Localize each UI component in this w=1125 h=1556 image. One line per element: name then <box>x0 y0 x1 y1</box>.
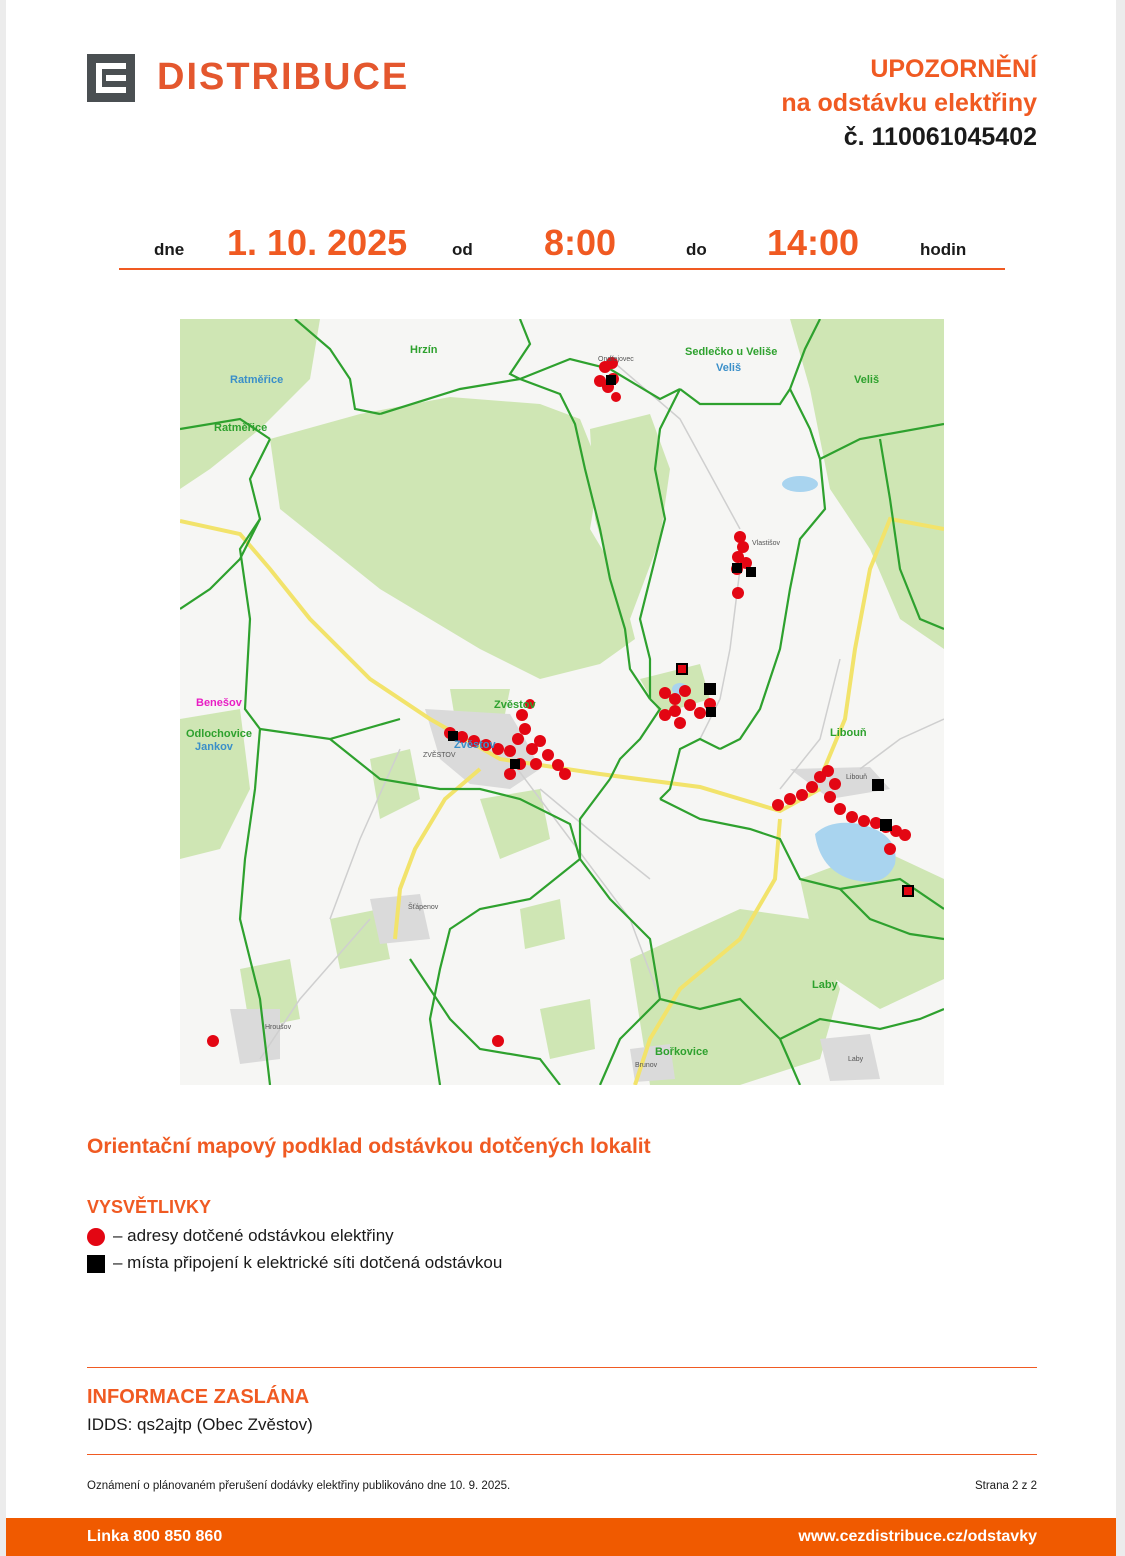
map-label-laby: Laby <box>812 979 838 991</box>
outage-date: 1. 10. 2025 <box>227 222 408 263</box>
legend-address-text: – adresy dotčené odstávkou elektřiny <box>113 1226 394 1245</box>
divider-top <box>87 1367 1037 1368</box>
map-label-jankov: Jankov <box>195 741 233 753</box>
cez-logo <box>87 54 135 102</box>
notice-title <box>781 52 1037 154</box>
map-label-velis-blue: Veliš <box>716 362 742 374</box>
cez-e-icon <box>96 63 126 93</box>
time-to: 14:00 <box>767 222 860 263</box>
page-number: Strana 2 z 2 <box>974 1480 1037 1492</box>
notice-title-line2: na odstávku elektřiny <box>781 89 1037 117</box>
label-from: od <box>452 240 473 259</box>
map-label-zvestov: Zvěstov <box>494 699 536 711</box>
map-label-laby-small: Laby <box>848 1056 864 1063</box>
publication-note: Oznámení o plánovaném přerušení dodávky elektřiny publikováno dne 10. 9. 2025. <box>87 1480 511 1492</box>
map-label-libouň: Libouň <box>830 727 867 739</box>
legend-title: VYSVĚTLIVKY <box>87 1197 212 1217</box>
black-square-icon <box>87 1255 105 1273</box>
map-label-brunov: Brunov <box>635 1062 658 1069</box>
legend-address <box>87 1226 394 1246</box>
map-label-zvestov-caps: ZVĚSTOV <box>423 752 456 759</box>
map-label-sedlecko: Sedlečko u Veliše <box>685 346 778 358</box>
map-label-benesov: Benešov <box>196 697 242 709</box>
schedule-line <box>119 218 1005 270</box>
label-hours: hodin <box>920 240 967 259</box>
map-label-ratmerice-blue: Ratměřice <box>230 374 284 386</box>
website-link[interactable]: www.cezdistribuce.cz/odstavky <box>798 1528 1037 1545</box>
brand-name: DISTRIBUCE <box>157 56 410 98</box>
map-caption: Orientační mapový podklad odstávkou dotčených lokalit <box>87 1135 651 1158</box>
hotline: Linka 800 850 860 <box>87 1528 223 1545</box>
red-dot-icon <box>87 1228 105 1246</box>
map-label-zvestov-blue: Zvěstov <box>454 739 496 751</box>
legend-connection <box>87 1253 502 1273</box>
map-label-vlastisov: Vlastišov <box>752 540 781 547</box>
footer-bar <box>6 1518 1116 1556</box>
map-label-velis: Veliš <box>854 374 880 386</box>
time-from: 8:00 <box>544 222 617 263</box>
label-to: do <box>686 240 707 259</box>
map-label-stapenov: Šťápenov <box>408 904 439 911</box>
divider-bottom <box>87 1454 1037 1455</box>
map-label-libouň-small: Libouň <box>846 774 868 781</box>
map-label-hrzin: Hrzín <box>410 344 438 356</box>
outage-map <box>180 319 944 1085</box>
notice-title-line1: UPOZORNĚNÍ <box>870 55 1037 83</box>
info-text: IDDS: qs2ajtp (Obec Zvěstov) <box>87 1415 313 1434</box>
map-label-ratmerice: Ratměřice <box>214 422 268 434</box>
notice-number: č. 110061045402 <box>843 123 1037 151</box>
map-label-ondrejovec: Ondřejovec <box>598 356 634 363</box>
legend-connection-text: – místa připojení k elektrické síti dotčená odstávkou <box>113 1253 503 1272</box>
map-label-odlochovice: Odlochovice <box>186 728 253 740</box>
map-label-hrusov: Hroušov <box>265 1024 292 1031</box>
map-label-borkovice: Bořkovice <box>655 1046 709 1058</box>
info-title: INFORMACE ZASLÁNA <box>87 1386 310 1408</box>
label-day: dne <box>154 240 185 259</box>
document-page <box>6 0 1116 1556</box>
